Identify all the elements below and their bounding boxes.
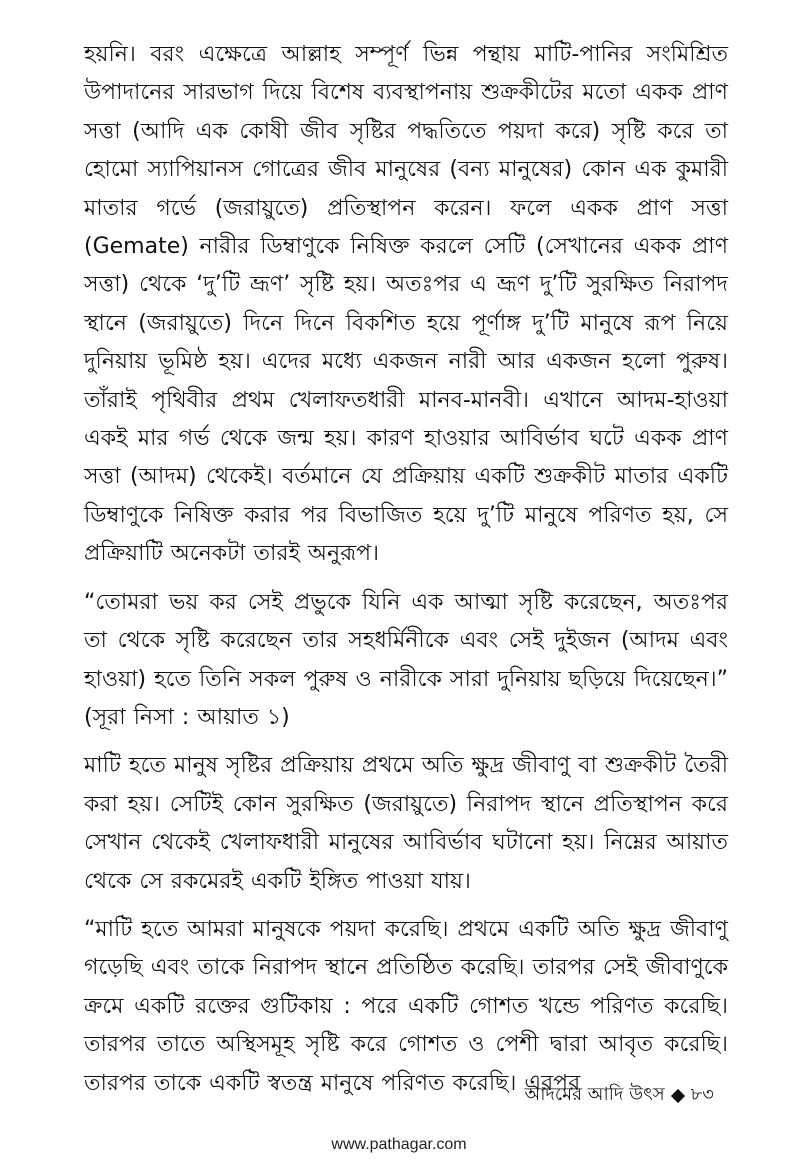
page-footer <box>524 1080 714 1111</box>
running-title: আদমের আদি উৎস <box>524 1084 665 1105</box>
paragraph-clay-creation: মাটি হতে মানুষ সৃষ্টির প্রক্রিয়ায় প্রথমে অতি ক্ষুদ্র জীবাণু বা শুক্রকীট তৈরী করা হয়। সেটিই কোন সুরক্ষিত (জরায়ুতে) নিরাপদ স্থানে প্রতিস্থাপন করে সেখান থেকেই খেলাফধারী মানুষের আবির্ভাব ঘটানো হয়। নিম্নের আয়াত থেকে সে রকমেরই একটি ইঙ্গিত পাওয়া যায়। <box>84 753 728 894</box>
page-number: ৮৩ <box>690 1084 714 1105</box>
diamond-icon <box>671 1088 685 1102</box>
paragraph-quran-quote-stages: “মাটি হতে আমরা মানুষকে পয়দা করেছি। প্রথমে একটি অতি ক্ষুদ্র জীবাণু গড়েছি এবং তাকে নিরাপদ স্থানে প্রতিষ্ঠিত করেছি। তারপর সেই জীবাণুকে ক্রমে একটি রক্তের গুটিকায় : পরে একটি গোশত খন্ডে পরিণত করেছি। তারপর তাতে অস্থিসমূহ সৃষ্টি করে গোশত ও পেশী দ্বারা আবৃত করেছি। তারপর তাকে একটি স্বতন্ত্র মানুষে পরিণত করেছি। এরপর <box>84 916 728 1096</box>
page-body <box>84 36 728 1113</box>
paragraph-quran-quote-nisa: “তোমরা ভয় কর সেই প্রভুকে যিনি এক আত্মা সৃষ্টি করেছেন, অতঃপর তা থেকে সৃষ্টি করেছেন তার সহধর্মিনীকে এবং সেই দুইজন (আদম এবং হাওয়া) হতে তিনি সকল পুরুষ ও নারীকে সারা দুনিয়ায় ছড়িয়ে দিয়েছেন।” (সূরা নিসা : আয়াত ১) <box>84 589 728 730</box>
paragraph-creation-process: হয়নি। বরং এক্ষেত্রে আল্লাহ সম্পূর্ণ ভিন্ন পন্থায় মাটি-পানির সংমিশ্রিত উপাদানের সারভাগ দিয়ে বিশেষ ব্যবস্থাপনায় শুক্রকীটের মতো একক প্রাণ সত্তা (আদি এক কোষী জীব সৃষ্টির পদ্ধতিতে পয়দা করে) সৃষ্টি করে তা হোমো স্যাপিয়ানস গোত্রের জীব মানুষের (বন্য মানুষের) কোন এক কুমারী মাতার গর্ভে (জরায়ুতে) প্রতিস্থাপন করেন। ফলে একক প্রাণ সত্তা (Gemate) নারীর ডিম্বাণুকে নিষিক্ত করলে সেটি (সেখানের একক প্রাণ সত্তা) থেকে ‘দু’টি ভ্রূণ’ সৃষ্টি হয়। অতঃপর এ ভ্রূণ দু’টি সুরক্ষিত নিরাপদ স্থানে (জরায়ুতে) দিনে দিনে বিকশিত হয়ে পূর্ণাঙ্গ দু’টি মানুষে রূপ নিয়ে দুনিয়ায় ভূমিষ্ঠ হয়। এদের মধ্যে একজন নারী আর একজন হলো পুরুষ। তাঁরাই পৃথিবীর প্রথম খেলাফতধারী মানব-মানবী। এখানে আদম-হাওয়া একই মার গর্ভ থেকে জন্ম হয়। কারণ হাওয়ার আবির্ভাব ঘটে একক প্রাণ সত্তা (আদম) থেকেই। বর্তমানে যে প্রক্রিয়ায় একটি শুক্রকীট মাতার একটি ডিম্বাণুকে নিষিক্ত করার পর বিভাজিত হয়ে দু’টি মানুষে পরিণত হয়, সে প্রক্রিয়াটি অনেকটা তারই অনুরূপ। <box>84 42 728 567</box>
source-watermark: www.pathagar.com <box>331 1136 467 1153</box>
